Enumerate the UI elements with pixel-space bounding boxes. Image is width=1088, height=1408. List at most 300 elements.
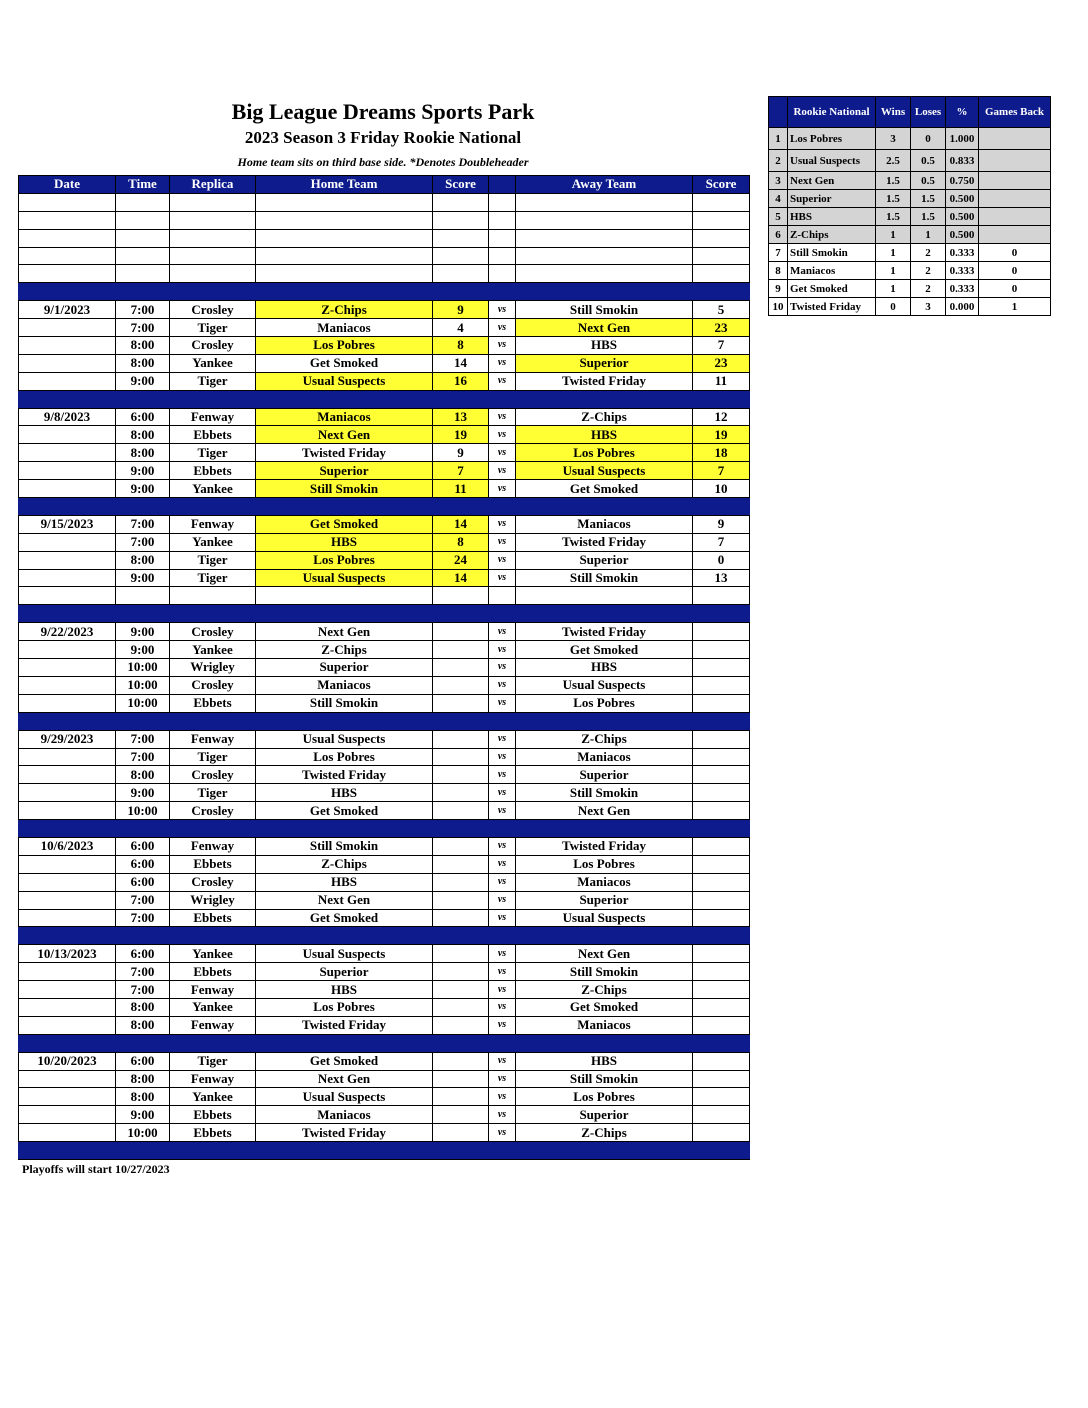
- page-subtitle: 2023 Season 3 Friday Rookie National: [244, 128, 522, 147]
- game-time: 6:00: [116, 1052, 170, 1070]
- away-team: Get Smoked: [516, 641, 693, 659]
- standings-column-header: %: [946, 97, 979, 128]
- game-row: [19, 372, 750, 390]
- away-score: [693, 784, 750, 802]
- home-team: Z-Chips: [256, 301, 433, 319]
- away-score: [693, 855, 750, 873]
- vs-label: vs: [489, 462, 516, 480]
- game-field: Tiger: [170, 319, 256, 337]
- vs-label: vs: [489, 676, 516, 694]
- empty-cell: [19, 498, 116, 516]
- game-date: [19, 963, 116, 981]
- standing-team: Superior: [788, 190, 876, 208]
- empty-cell: [116, 247, 170, 265]
- empty-cell: [693, 820, 750, 838]
- empty-cell: [170, 605, 256, 623]
- empty-cell: [256, 211, 433, 229]
- page-note: Home team sits on third base side. *Denotes Doubleheader: [237, 155, 529, 169]
- home-score: 14: [433, 515, 489, 533]
- home-score: 4: [433, 319, 489, 337]
- game-date: [19, 444, 116, 462]
- vs-label: vs: [489, 319, 516, 337]
- empty-cell: [19, 1034, 116, 1052]
- standing-rank: 8: [769, 262, 788, 280]
- game-date: [19, 873, 116, 891]
- vs-label: vs: [489, 784, 516, 802]
- home-team: Maniacos: [256, 408, 433, 426]
- empty-cell: [256, 927, 433, 945]
- game-date: [19, 1088, 116, 1106]
- standing-games-back: [979, 128, 1051, 150]
- week-separator: [19, 1034, 750, 1052]
- empty-cell: [19, 712, 116, 730]
- game-row: [19, 766, 750, 784]
- empty-cell: [693, 193, 750, 211]
- game-date: [19, 1016, 116, 1034]
- away-score: 23: [693, 319, 750, 337]
- game-field: Crosley: [170, 301, 256, 319]
- home-score: [433, 730, 489, 748]
- away-score: [693, 963, 750, 981]
- home-team: Maniacos: [256, 676, 433, 694]
- game-date: 9/1/2023: [19, 301, 116, 319]
- week-separator: [19, 390, 750, 408]
- game-time: 9:00: [116, 372, 170, 390]
- away-team: Get Smoked: [516, 480, 693, 498]
- away-team: Next Gen: [516, 945, 693, 963]
- empty-cell: [170, 1034, 256, 1052]
- vs-label: vs: [489, 515, 516, 533]
- empty-cell: [693, 927, 750, 945]
- home-team: HBS: [256, 981, 433, 999]
- empty-cell: [170, 229, 256, 247]
- away-team: Superior: [516, 354, 693, 372]
- empty-cell: [693, 587, 750, 605]
- home-team: Usual Suspects: [256, 569, 433, 587]
- game-row: [19, 730, 750, 748]
- empty-cell: [516, 247, 693, 265]
- standing-loses: 0.5: [911, 172, 946, 190]
- empty-cell: [19, 265, 116, 283]
- away-score: [693, 891, 750, 909]
- standing-games-back: 0: [979, 244, 1051, 262]
- standing-games-back: 0: [979, 262, 1051, 280]
- vs-label: vs: [489, 909, 516, 927]
- home-team: Maniacos: [256, 319, 433, 337]
- vs-label: vs: [489, 998, 516, 1016]
- game-date: [19, 337, 116, 355]
- empty-cell: [693, 247, 750, 265]
- blank-row: [19, 265, 750, 283]
- game-date: [19, 659, 116, 677]
- empty-cell: [489, 1034, 516, 1052]
- empty-cell: [256, 1142, 433, 1160]
- empty-cell: [433, 265, 489, 283]
- empty-cell: [116, 1034, 170, 1052]
- standings-column-header: Loses: [911, 97, 946, 128]
- away-team: Twisted Friday: [516, 623, 693, 641]
- vs-label: vs: [489, 748, 516, 766]
- home-team: Twisted Friday: [256, 1124, 433, 1142]
- standing-rank: 9: [769, 280, 788, 298]
- home-score: [433, 855, 489, 873]
- empty-cell: [19, 927, 116, 945]
- game-field: Crosley: [170, 676, 256, 694]
- week-separator: [19, 283, 750, 301]
- game-row: [19, 515, 750, 533]
- game-row: [19, 659, 750, 677]
- standing-games-back: 0: [979, 280, 1051, 298]
- home-score: 16: [433, 372, 489, 390]
- game-date: [19, 354, 116, 372]
- home-team: Next Gen: [256, 623, 433, 641]
- game-time: 6:00: [116, 873, 170, 891]
- home-team: Twisted Friday: [256, 766, 433, 784]
- game-time: 10:00: [116, 659, 170, 677]
- home-score: [433, 1106, 489, 1124]
- game-time: 7:00: [116, 891, 170, 909]
- away-score: 11: [693, 372, 750, 390]
- game-row: [19, 354, 750, 372]
- game-date: [19, 426, 116, 444]
- home-team: Get Smoked: [256, 354, 433, 372]
- home-score: 7: [433, 462, 489, 480]
- blank-row: [19, 229, 750, 247]
- standing-wins: 1: [876, 280, 911, 298]
- game-time: 8:00: [116, 354, 170, 372]
- away-team: Usual Suspects: [516, 909, 693, 927]
- home-score: [433, 1124, 489, 1142]
- standing-pct: 0.333: [946, 244, 979, 262]
- standing-team: Twisted Friday: [788, 298, 876, 316]
- away-score: 5: [693, 301, 750, 319]
- home-score: [433, 981, 489, 999]
- empty-cell: [433, 498, 489, 516]
- away-score: [693, 748, 750, 766]
- game-time: 8:00: [116, 551, 170, 569]
- column-header: Away Team: [516, 176, 693, 194]
- away-team: Z-Chips: [516, 981, 693, 999]
- empty-cell: [489, 820, 516, 838]
- empty-cell: [170, 1142, 256, 1160]
- away-score: 9: [693, 515, 750, 533]
- game-field: Yankee: [170, 998, 256, 1016]
- game-row: [19, 909, 750, 927]
- away-team: Z-Chips: [516, 1124, 693, 1142]
- empty-cell: [116, 820, 170, 838]
- game-time: 10:00: [116, 1124, 170, 1142]
- game-date: 9/8/2023: [19, 408, 116, 426]
- vs-label: vs: [489, 480, 516, 498]
- vs-label: vs: [489, 372, 516, 390]
- home-team: Usual Suspects: [256, 730, 433, 748]
- away-team: Superior: [516, 1106, 693, 1124]
- blank-row: [19, 211, 750, 229]
- home-team: Los Pobres: [256, 748, 433, 766]
- game-row: [19, 444, 750, 462]
- game-time: 9:00: [116, 569, 170, 587]
- standings-row: [769, 150, 1051, 172]
- home-team: Los Pobres: [256, 998, 433, 1016]
- away-team: Z-Chips: [516, 408, 693, 426]
- empty-cell: [170, 390, 256, 408]
- home-team: Superior: [256, 659, 433, 677]
- vs-label: vs: [489, 1106, 516, 1124]
- vs-label: vs: [489, 837, 516, 855]
- game-time: 6:00: [116, 855, 170, 873]
- game-date: [19, 891, 116, 909]
- home-score: [433, 623, 489, 641]
- column-header: Score: [433, 176, 489, 194]
- empty-cell: [489, 712, 516, 730]
- home-score: 8: [433, 337, 489, 355]
- empty-cell: [693, 1034, 750, 1052]
- game-time: 8:00: [116, 1088, 170, 1106]
- away-team: Maniacos: [516, 873, 693, 891]
- away-score: 12: [693, 408, 750, 426]
- empty-cell: [170, 283, 256, 301]
- standing-rank: 5: [769, 208, 788, 226]
- away-score: [693, 945, 750, 963]
- home-score: [433, 891, 489, 909]
- empty-cell: [170, 247, 256, 265]
- playoffs-note: Playoffs will start 10/27/2023: [22, 1162, 170, 1176]
- empty-cell: [516, 605, 693, 623]
- vs-label: vs: [489, 873, 516, 891]
- empty-cell: [116, 265, 170, 283]
- away-score: [693, 873, 750, 891]
- away-score: 0: [693, 551, 750, 569]
- home-score: [433, 784, 489, 802]
- away-team: Still Smokin: [516, 1070, 693, 1088]
- game-row: [19, 981, 750, 999]
- vs-label: vs: [489, 641, 516, 659]
- home-score: [433, 873, 489, 891]
- standing-loses: 2: [911, 244, 946, 262]
- game-time: 7:00: [116, 301, 170, 319]
- game-time: 7:00: [116, 319, 170, 337]
- empty-cell: [116, 211, 170, 229]
- empty-cell: [693, 229, 750, 247]
- home-team: Los Pobres: [256, 337, 433, 355]
- away-score: 13: [693, 569, 750, 587]
- game-field: Fenway: [170, 981, 256, 999]
- away-team: Next Gen: [516, 319, 693, 337]
- empty-cell: [489, 229, 516, 247]
- game-row: [19, 319, 750, 337]
- empty-cell: [433, 927, 489, 945]
- game-field: Tiger: [170, 1052, 256, 1070]
- empty-cell: [170, 927, 256, 945]
- vs-label: vs: [489, 408, 516, 426]
- empty-cell: [19, 247, 116, 265]
- standing-wins: 1: [876, 226, 911, 244]
- game-time: 9:00: [116, 480, 170, 498]
- vs-label: vs: [489, 1088, 516, 1106]
- empty-cell: [256, 820, 433, 838]
- away-team: Z-Chips: [516, 730, 693, 748]
- away-team: Los Pobres: [516, 1088, 693, 1106]
- standing-loses: 1.5: [911, 190, 946, 208]
- empty-cell: [433, 247, 489, 265]
- home-score: 14: [433, 354, 489, 372]
- home-score: 8: [433, 533, 489, 551]
- home-team: Get Smoked: [256, 909, 433, 927]
- empty-cell: [516, 927, 693, 945]
- standing-team: Still Smokin: [788, 244, 876, 262]
- game-time: 8:00: [116, 1016, 170, 1034]
- home-score: [433, 766, 489, 784]
- game-date: [19, 1070, 116, 1088]
- vs-label: vs: [489, 981, 516, 999]
- game-row: [19, 641, 750, 659]
- game-time: 8:00: [116, 426, 170, 444]
- game-date: 9/29/2023: [19, 730, 116, 748]
- game-field: Wrigley: [170, 659, 256, 677]
- away-score: [693, 1106, 750, 1124]
- game-date: [19, 569, 116, 587]
- game-field: Fenway: [170, 1016, 256, 1034]
- away-score: 18: [693, 444, 750, 462]
- game-date: [19, 784, 116, 802]
- game-row: [19, 337, 750, 355]
- game-row: [19, 784, 750, 802]
- away-team: HBS: [516, 426, 693, 444]
- empty-cell: [693, 498, 750, 516]
- home-score: [433, 998, 489, 1016]
- game-date: [19, 981, 116, 999]
- game-field: Ebbets: [170, 694, 256, 712]
- week-separator: [19, 1142, 750, 1160]
- home-score: [433, 676, 489, 694]
- game-row: [19, 676, 750, 694]
- standing-games-back: [979, 226, 1051, 244]
- empty-cell: [116, 283, 170, 301]
- empty-cell: [256, 229, 433, 247]
- standing-team: Los Pobres: [788, 128, 876, 150]
- game-time: 7:00: [116, 963, 170, 981]
- vs-label: vs: [489, 337, 516, 355]
- game-row: [19, 426, 750, 444]
- standing-games-back: [979, 150, 1051, 172]
- home-score: [433, 1052, 489, 1070]
- game-row: [19, 462, 750, 480]
- vs-label: vs: [489, 855, 516, 873]
- away-score: [693, 766, 750, 784]
- column-header: Time: [116, 176, 170, 194]
- game-field: Tiger: [170, 784, 256, 802]
- game-row: [19, 837, 750, 855]
- standing-games-back: [979, 190, 1051, 208]
- home-score: [433, 837, 489, 855]
- game-row: [19, 551, 750, 569]
- away-score: 23: [693, 354, 750, 372]
- empty-cell: [516, 498, 693, 516]
- standing-pct: 0.333: [946, 280, 979, 298]
- home-team: HBS: [256, 784, 433, 802]
- empty-cell: [433, 820, 489, 838]
- game-date: [19, 551, 116, 569]
- vs-label: vs: [489, 694, 516, 712]
- home-score: [433, 659, 489, 677]
- away-score: [693, 623, 750, 641]
- game-time: 7:00: [116, 515, 170, 533]
- away-team: Los Pobres: [516, 444, 693, 462]
- empty-cell: [19, 283, 116, 301]
- standings-row: [769, 128, 1051, 150]
- vs-label: vs: [489, 1052, 516, 1070]
- game-field: Yankee: [170, 945, 256, 963]
- away-score: [693, 730, 750, 748]
- away-team: Still Smokin: [516, 569, 693, 587]
- game-row: [19, 694, 750, 712]
- home-score: [433, 641, 489, 659]
- empty-cell: [489, 587, 516, 605]
- game-row: [19, 569, 750, 587]
- standings-row: [769, 244, 1051, 262]
- game-date: [19, 998, 116, 1016]
- away-team: Superior: [516, 551, 693, 569]
- vs-label: vs: [489, 945, 516, 963]
- empty-cell: [116, 193, 170, 211]
- away-team: HBS: [516, 337, 693, 355]
- standing-pct: 0.333: [946, 262, 979, 280]
- standings-row: [769, 262, 1051, 280]
- standing-loses: 3: [911, 298, 946, 316]
- standing-rank: 7: [769, 244, 788, 262]
- game-row: [19, 1052, 750, 1070]
- game-field: Yankee: [170, 641, 256, 659]
- away-team: HBS: [516, 659, 693, 677]
- standing-team: Next Gen: [788, 172, 876, 190]
- empty-cell: [693, 211, 750, 229]
- game-row: [19, 945, 750, 963]
- home-score: 14: [433, 569, 489, 587]
- empty-cell: [116, 498, 170, 516]
- home-score: 9: [433, 444, 489, 462]
- empty-cell: [256, 712, 433, 730]
- vs-label: vs: [489, 1070, 516, 1088]
- away-score: [693, 981, 750, 999]
- home-score: [433, 963, 489, 981]
- away-score: [693, 641, 750, 659]
- game-field: Ebbets: [170, 1106, 256, 1124]
- game-row: [19, 963, 750, 981]
- empty-cell: [433, 712, 489, 730]
- vs-label: vs: [489, 533, 516, 551]
- standing-games-back: [979, 172, 1051, 190]
- vs-label: vs: [489, 802, 516, 820]
- empty-cell: [19, 820, 116, 838]
- standing-wins: 1.5: [876, 190, 911, 208]
- away-score: [693, 1016, 750, 1034]
- standing-rank: 1: [769, 128, 788, 150]
- empty-cell: [19, 193, 116, 211]
- empty-cell: [256, 265, 433, 283]
- game-field: Wrigley: [170, 891, 256, 909]
- game-field: Yankee: [170, 1088, 256, 1106]
- game-time: 8:00: [116, 998, 170, 1016]
- empty-cell: [433, 390, 489, 408]
- week-separator: [19, 712, 750, 730]
- standings-column-header: Games Back: [979, 97, 1051, 128]
- away-score: [693, 1070, 750, 1088]
- empty-cell: [116, 927, 170, 945]
- game-time: 7:00: [116, 533, 170, 551]
- empty-cell: [693, 605, 750, 623]
- week-separator: [19, 605, 750, 623]
- empty-cell: [256, 587, 433, 605]
